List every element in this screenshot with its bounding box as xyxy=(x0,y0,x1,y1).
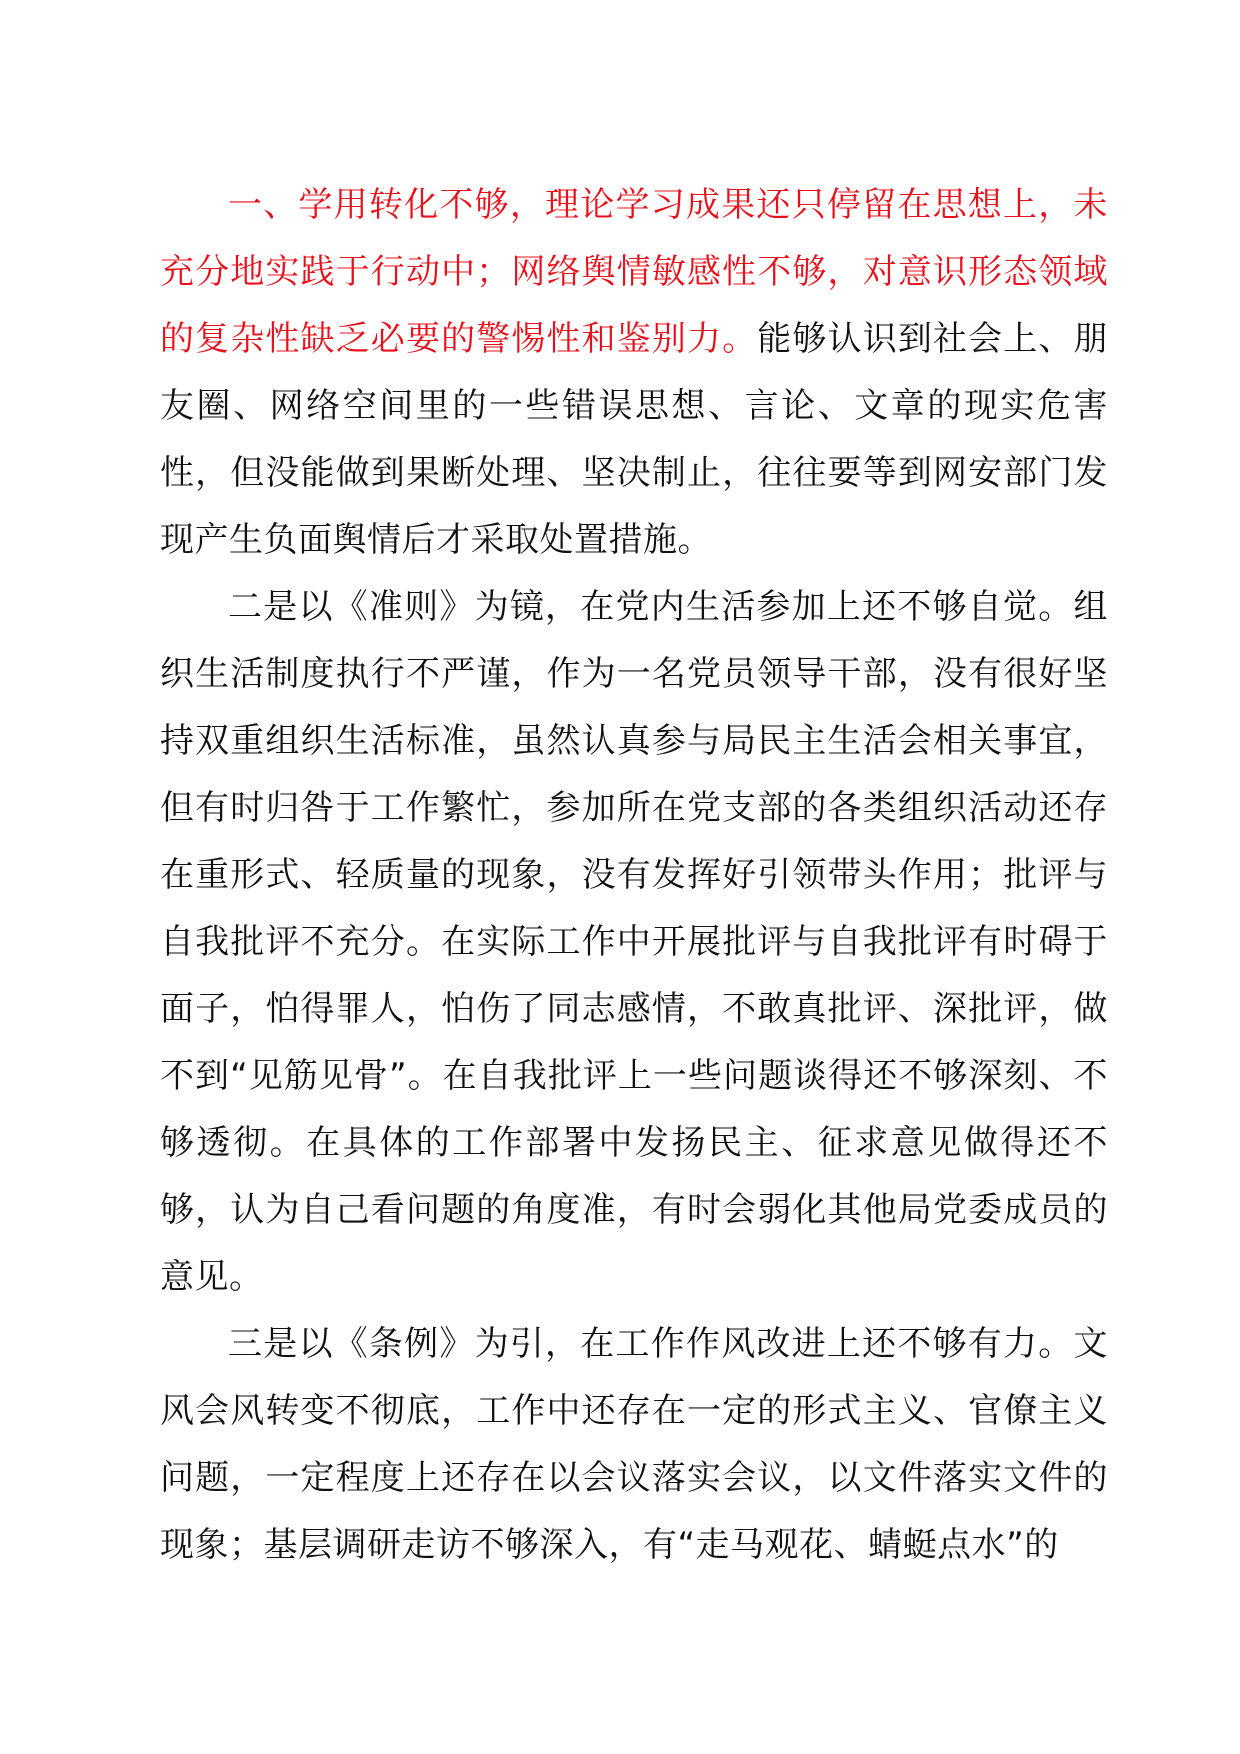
document-body xyxy=(160,172,1108,1579)
paragraph-text: 能够认识到社会上、朋友圈、网络空间里的一些错误思想、言论、文章的现实危害性，但没能做到果断处理、坚决制止，往往要等到网安部门发现产生负面舆情后才采取处置措施。 xyxy=(160,319,1109,560)
paragraph-text: 三是以《条例》为引，在工作作风改进上还不够有力。文风会风转变不彻底，工作中还存在一定的形式主义、官僚主义问题，一定程度上还存在以会议落实会议，以文件落实文件的现象；基层调研走访不够深入，有“走马观花、蜻蜓点水”的 xyxy=(160,1324,1108,1565)
paragraph-3 xyxy=(160,1311,1108,1579)
highlighted-heading: 一、学用转化不够，理论学习成果还只停留在思想上，未充分地实践于行动中；网络舆情敏感性不够，对意识形态领域的复杂性缺乏必要的警惕性和鉴别力。 xyxy=(160,185,1108,359)
paragraph-1 xyxy=(160,172,1108,574)
paragraph-text: 二是以《准则》为镜，在党内生活参加上还不够自觉。组织生活制度执行不严谨，作为一名党员领导干部，没有很好坚持双重组织生活标准，虽然认真参与局民主生活会相关事宜，但有时归咎于工作繁忙，参加所在党支部的各类组织活动还存在重形式、轻质量的现象，没有发挥好引领带头作用；批评与自我批评不充分。在实际工作中开展批评与自我批评有时碍于面子，怕得罪人，怕伤了同志感情，不敢真批评、深批评，做不到“见筋见骨”。在自我批评上一些问题谈得还不够深刻、不够透彻。在具体的工作部署中发扬民主、征求意见做得还不够，认为自己看问题的角度准，有时会弱化其他局党委成员的意见。 xyxy=(160,587,1108,1297)
paragraph-2 xyxy=(160,574,1108,1311)
